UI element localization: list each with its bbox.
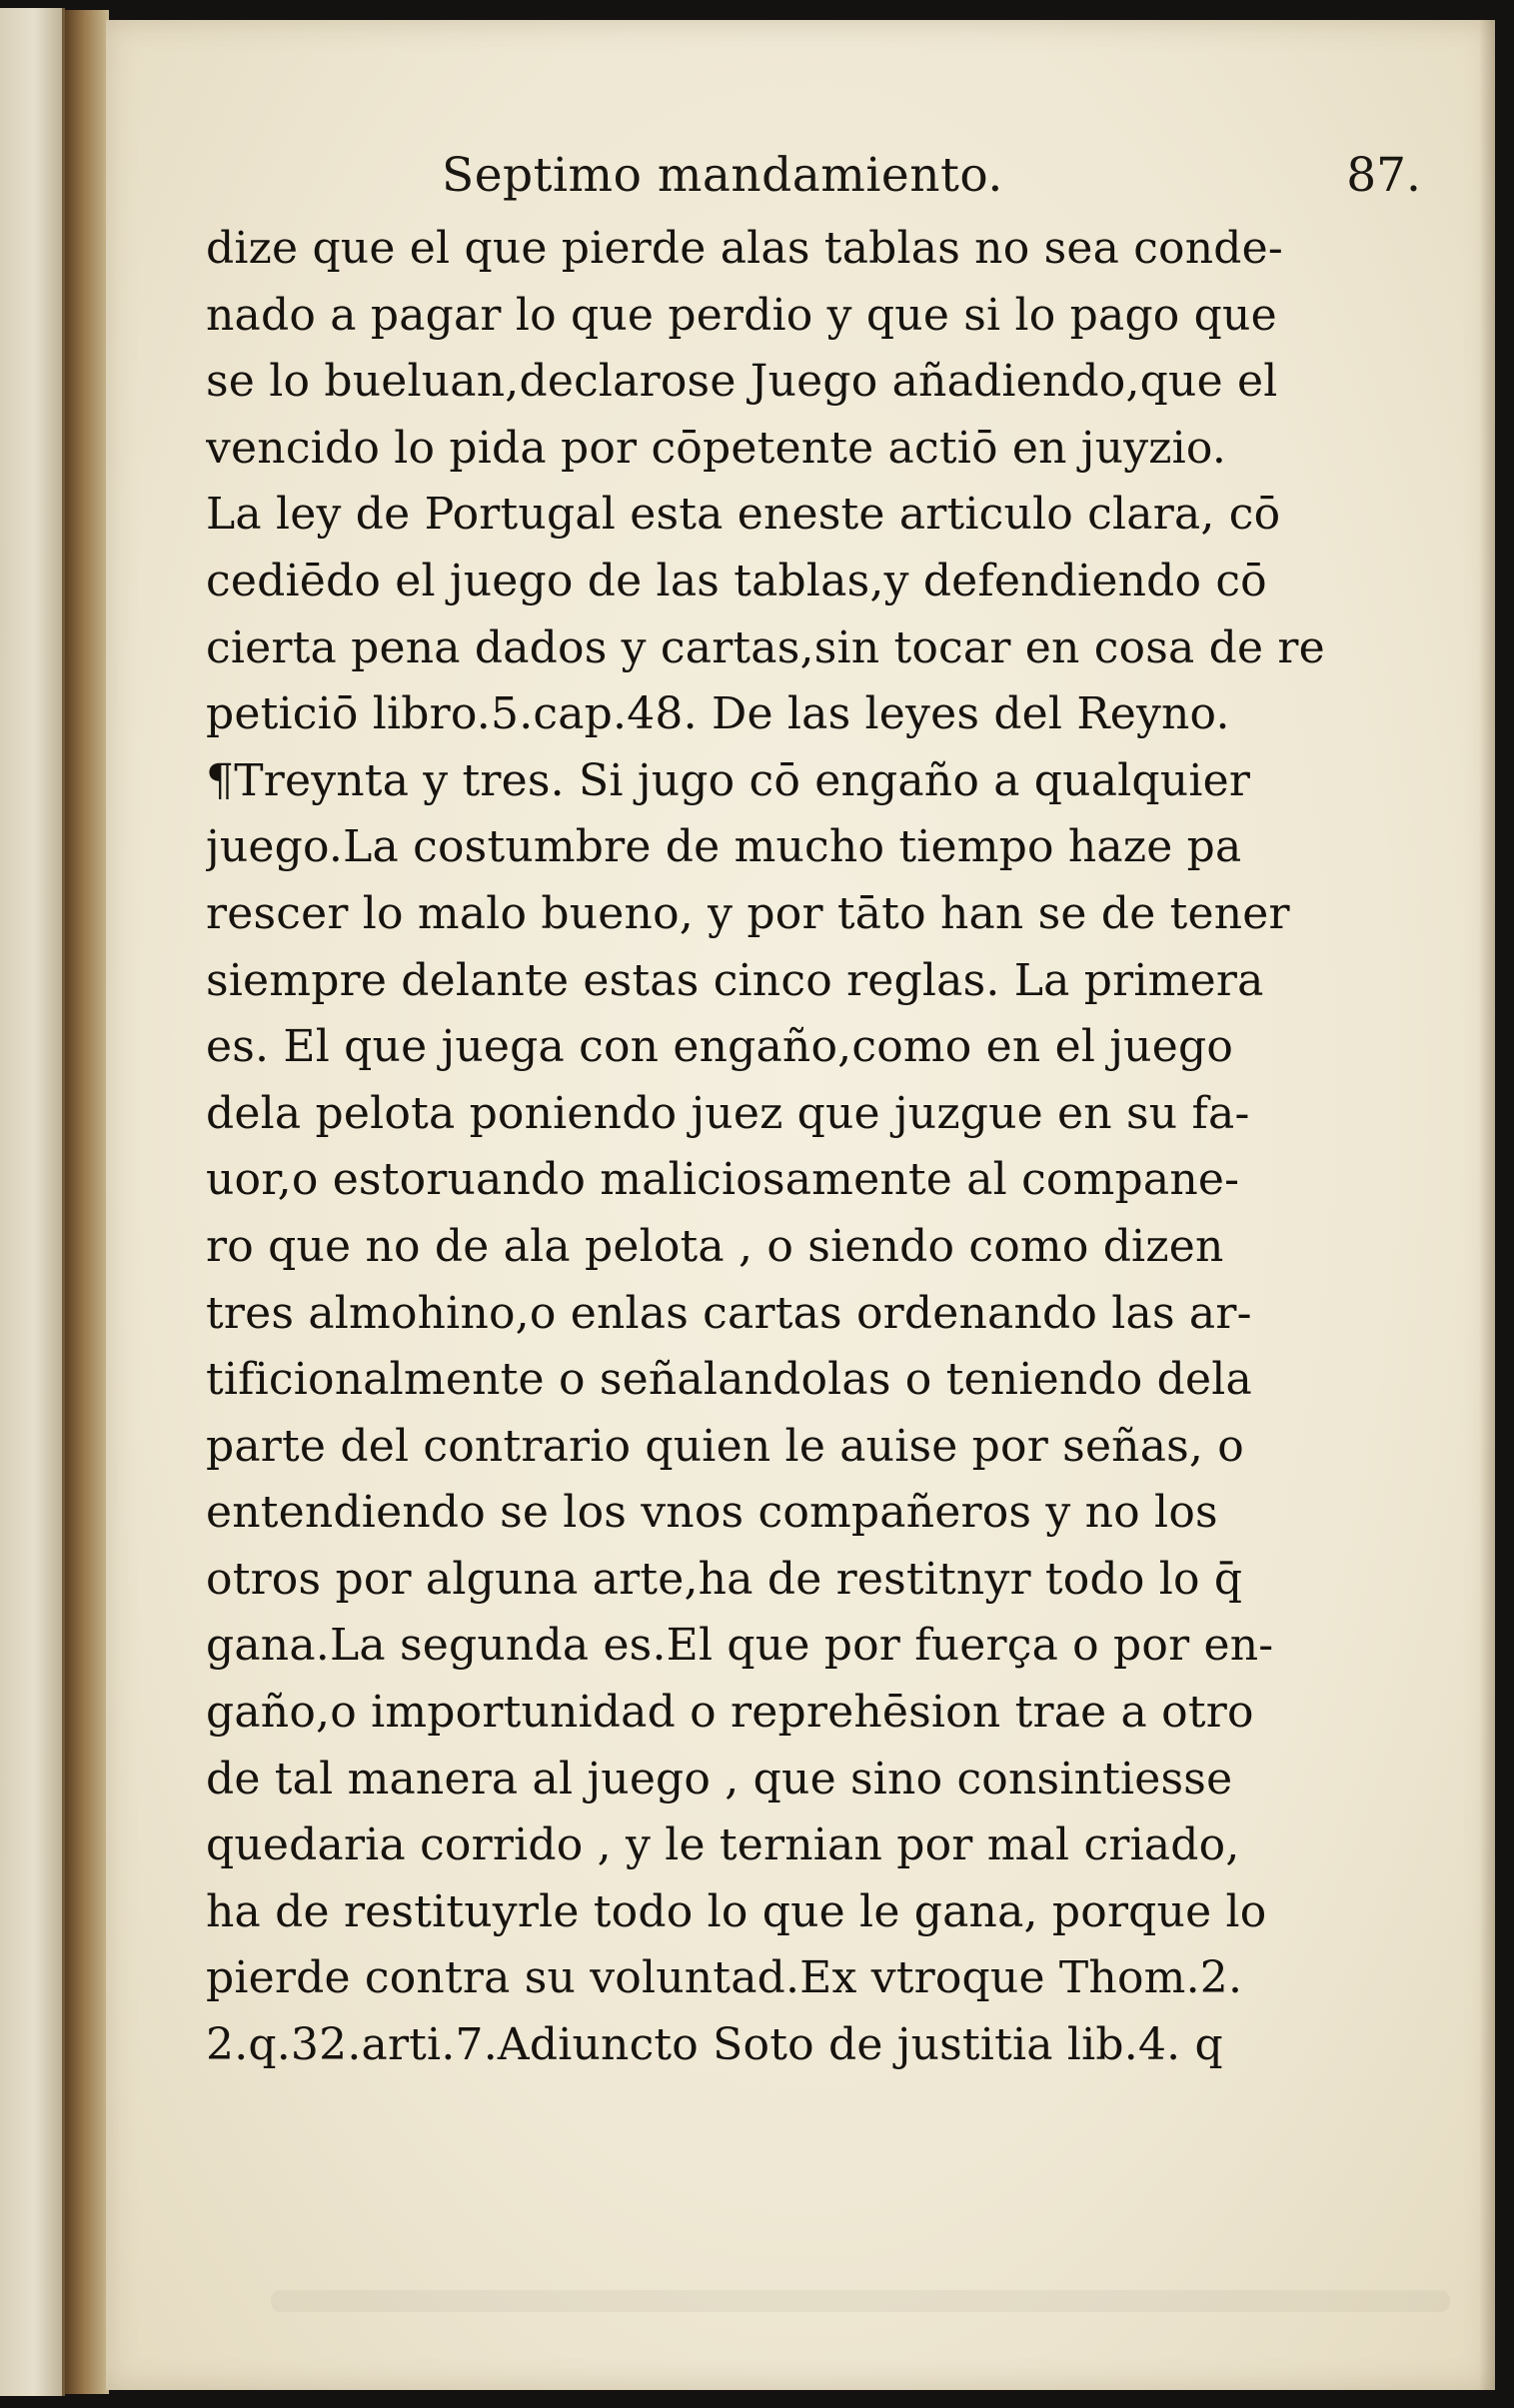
text-line: es. El que juega con engaño,como en el juego xyxy=(206,1021,1234,1073)
text-line: peticiō libro.5.cap.48. De las leyes del Reyno. xyxy=(206,688,1230,740)
body-text xyxy=(206,216,1475,2079)
text-line: se lo bueluan,declarose Juego añadiendo,que el xyxy=(206,356,1278,408)
text-line: ¶Treynta y tres. Si jugo cō engaño a qualquier xyxy=(206,754,1251,806)
text-line: entendiendo se los vnos compañeros y no los xyxy=(206,1487,1218,1539)
text-line: nado a pagar lo que perdio y que si lo pago que xyxy=(206,289,1277,341)
text-line: de tal manera al juego , que sino consintiesse xyxy=(206,1753,1233,1805)
text-line: gaño,o importunidad o reprehēsion trae a otro xyxy=(206,1687,1254,1739)
text-line: ro que no de ala pelota , o siendo como dizen xyxy=(206,1220,1224,1272)
text-line: La ley de Portugal esta eneste articulo clara, cō xyxy=(206,489,1281,541)
text-line: ha de restituyrle todo lo que le gana, porque lo xyxy=(206,1885,1267,1937)
show-through-smudge xyxy=(271,2282,1450,2322)
text-line: vencido lo pida por cōpetente actiō en juyzio. xyxy=(206,422,1227,474)
book-page xyxy=(106,20,1495,2390)
text-line: parte del contrario quien le auise por señas, o xyxy=(206,1420,1244,1472)
page-header xyxy=(442,148,1421,218)
text-line: rescer lo malo bueno, y por tāto han se de tener xyxy=(206,887,1290,939)
page-edge-shadow xyxy=(1479,20,1495,2390)
text-line: dize que el que pierde alas tablas no sea conde- xyxy=(206,223,1283,274)
text-line: dela pelota poniendo juez que juzgue en su fa- xyxy=(206,1087,1250,1139)
text-line: otros por alguna arte,ha de restitnyr todo lo q̄ xyxy=(206,1553,1243,1605)
text-line: uor,o estoruando maliciosamente al compane- xyxy=(206,1154,1240,1206)
text-line: cierta pena dados y cartas,sin tocar en cosa de re xyxy=(206,621,1325,673)
text-line: quedaria corrido , y le ternian por mal criado, xyxy=(206,1819,1240,1871)
text-line: pierde contra su voluntad.Ex vtroque Thom.2. xyxy=(206,1952,1243,2004)
show-through-text xyxy=(271,2272,1450,2322)
running-head: Septimo mandamiento. xyxy=(442,148,1003,203)
book-gutter xyxy=(65,10,109,2394)
text-line: siempre delante estas cinco reglas. La primera xyxy=(206,954,1264,1006)
folio-number: 87. xyxy=(1346,148,1421,203)
text-line: gana.La segunda es.El que por fuerça o por en- xyxy=(206,1620,1274,1672)
text-line: tres almohino,o enlas cartas ordenando las ar- xyxy=(206,1287,1252,1339)
text-line: tificionalmente o señalandolas o teniendo dela xyxy=(206,1354,1252,1406)
text-line: cediēdo el juego de las tablas,y defendiendo cō xyxy=(206,555,1267,606)
previous-page-edge xyxy=(0,8,65,2396)
text-line: juego.La costumbre de mucho tiempo haze pa xyxy=(206,821,1242,873)
text-line: 2.q.32.arti.7.Adiuncto Soto de justitia lib.4. q xyxy=(206,2019,1223,2071)
